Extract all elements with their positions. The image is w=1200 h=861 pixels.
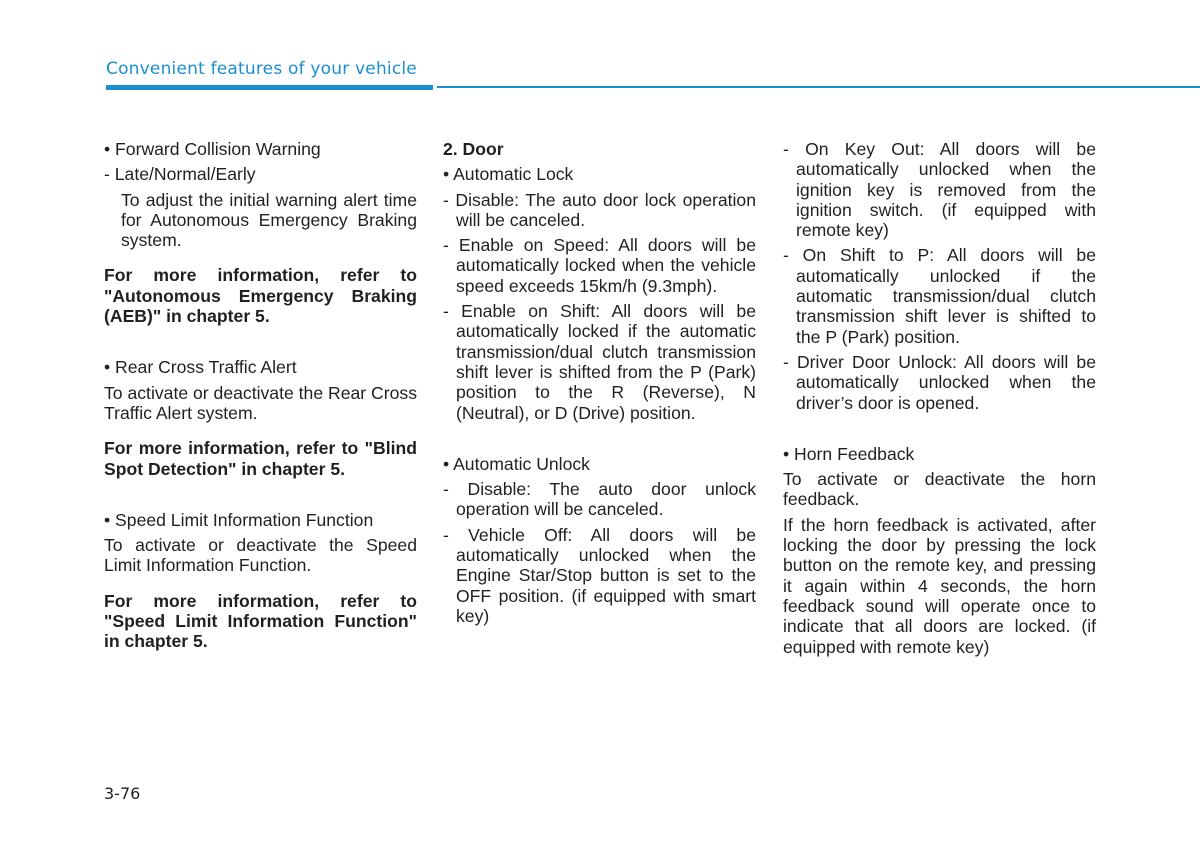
lock-item-enable-speed: - Enable on Speed: All doors will be automatically locked when the vehicle speed exceeds 15km/h (9.3mph). (443, 235, 756, 296)
automatic-lock-title: • Automatic Lock (443, 164, 574, 185)
lock-item-enable-shift: - Enable on Shift: All doors will be automatically locked if the automatic transmission/dual clutch transmission shift lever is shifted from the P (Park) position to the R (Reverse), N (Neutral), or D (Drive) position. (443, 301, 756, 423)
slif-reference: For more information, refer to "Speed Limit Information Function" in chapter 5. (104, 590, 417, 652)
door-heading: 2. Door (443, 139, 504, 159)
column-middle (443, 139, 756, 626)
horn-feedback-description: To activate or deactivate the horn feedback. (783, 469, 1096, 510)
column-left (104, 139, 417, 652)
slif-description: To activate or deactivate the Speed Limit Information Function. (104, 535, 417, 576)
unlock-item-disable: - Disable: The auto door unlock operation will be canceled. (443, 479, 756, 520)
column-right (783, 139, 1096, 657)
unlock-item-driver-door: - Driver Door Unlock: All doors will be automatically unlocked when the driver’s door is opened. (783, 351, 1096, 413)
slif-title: • Speed Limit Information Function (104, 509, 374, 530)
fcw-item: - Late/Normal/Early (104, 164, 256, 185)
fcw-title: • Forward Collision Warning (104, 139, 321, 159)
unlock-item-shift-to-p: - On Shift to P: All doors will be automatically unlocked if the automatic transmission/dual clutch transmission shift lever is shifted to the P (Park) position. (783, 245, 1096, 347)
rcta-description: To activate or deactivate the Rear Cross Traffic Alert system. (104, 382, 417, 423)
lock-item-disable: - Disable: The auto door lock operation will be canceled. (443, 189, 756, 230)
unlock-item-vehicle-off: - Vehicle Off: All doors will be automatically unlocked when the Engine Star/Stop button is set to the OFF position. (if equipped with smart key) (443, 524, 756, 626)
horn-feedback-title: • Horn Feedback (783, 443, 915, 464)
page-number: 3-76 (104, 784, 141, 803)
rcta-reference: For more information, refer to "Blind Spot Detection" in chapter 5. (104, 438, 417, 479)
horn-feedback-details: If the horn feedback is activated, after locking the door by pressing the lock button on the remote key, and pressing it again within 4 seconds, the horn feedback sound will operate once to indicate that all doors are locked. (if equipped with remote key) (783, 514, 1096, 657)
header-rule-thin (437, 86, 1200, 88)
fcw-description: To adjust the initial warning alert time for Autonomous Emergency Braking system. (121, 189, 417, 251)
header-rule-thick (106, 85, 433, 90)
unlock-item-key-out: - On Key Out: All doors will be automatically unlocked when the ignition key is removed from the ignition switch. (if equipped with remote key) (783, 139, 1096, 241)
rcta-title: • Rear Cross Traffic Alert (104, 357, 297, 378)
fcw-reference: For more information, refer to "Autonomous Emergency Braking (AEB)" in chapter 5. (104, 265, 417, 327)
section-title: Convenient features of your vehicle (106, 59, 417, 79)
automatic-unlock-title: • Automatic Unlock (443, 453, 590, 474)
